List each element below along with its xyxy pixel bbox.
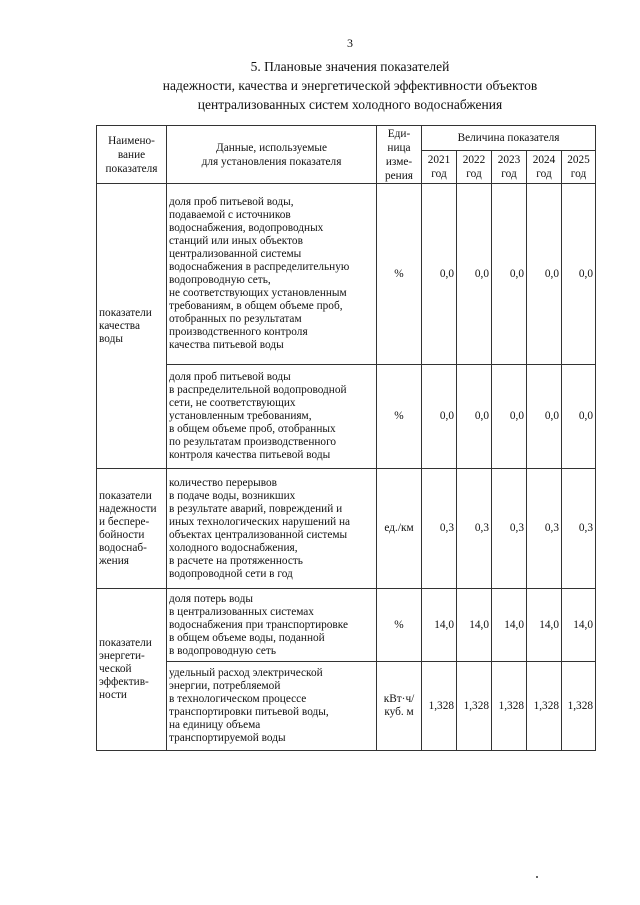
row-value-2025: 1,328 <box>562 662 596 751</box>
page-number: 3 <box>347 36 353 50</box>
row-unit: % <box>377 589 422 662</box>
row-value-2022: 0,0 <box>457 184 492 365</box>
row-value-2024: 0,0 <box>527 184 562 365</box>
header-row-1 <box>97 126 596 151</box>
row-value-2024: 14,0 <box>527 589 562 662</box>
group-name-quality: показатели качества воды <box>97 184 167 469</box>
row-unit: кВт·ч/ куб. м <box>377 662 422 751</box>
row-value-2021: 0,0 <box>422 365 457 469</box>
row-value-2022: 0,0 <box>457 365 492 469</box>
group-name-reliability: показатели надежности и беспере- бойности водоснаб- жения <box>97 469 167 589</box>
table-row <box>97 469 596 589</box>
title-line-2: надежности, качества и энергетической эффективности объектов <box>162 78 538 93</box>
header-name: Наимено- вание показателя <box>97 126 167 184</box>
table-row <box>97 184 596 365</box>
row-value-2023: 14,0 <box>492 589 527 662</box>
row-data: количество перерывов в подаче воды, возникших в результате аварий, повреждений и иных технологических нарушений на объектах централизованной системы холодного водоснабжения, в расчете на протяженность водопроводной сети в год <box>167 469 377 589</box>
row-value-2021: 14,0 <box>422 589 457 662</box>
row-value-2021: 1,328 <box>422 662 457 751</box>
header-year-2021: 2021 год <box>422 151 457 184</box>
row-value-2025: 0,3 <box>562 469 596 589</box>
scan-dot <box>536 876 538 878</box>
row-data: доля проб питьевой воды, подаваемой с источников водоснабжения, водопроводных станций или иных объектов централизованной системы водоснабжения в распределительную водопроводную сеть, не соответствующих установленным требованиям, в общем объеме проб, отобранных по результатам производственного контроля качества питьевой воды <box>167 184 377 365</box>
row-value-2025: 0,0 <box>562 184 596 365</box>
row-value-2024: 0,0 <box>527 365 562 469</box>
row-unit: % <box>377 184 422 365</box>
row-value-2022: 14,0 <box>457 589 492 662</box>
row-data: доля потерь воды в централизованных системах водоснабжения при транспортировке в общем объеме воды, поданной в водопроводную сеть <box>167 589 377 662</box>
row-unit: % <box>377 365 422 469</box>
header-unit: Еди- ница изме- рения <box>377 126 422 184</box>
title-line-3: централизованных систем холодного водоснабжения <box>197 97 503 112</box>
row-value-2023: 0,0 <box>492 184 527 365</box>
row-unit: ед./км <box>377 469 422 589</box>
row-value-2025: 0,0 <box>562 365 596 469</box>
header-year-2023: 2023 год <box>492 151 527 184</box>
indicators-table <box>96 125 596 751</box>
group-name-energy: показатели энергети- ческой эффектив- ности <box>97 589 167 751</box>
row-value-2023: 1,328 <box>492 662 527 751</box>
row-value-2021: 0,3 <box>422 469 457 589</box>
row-value-2022: 1,328 <box>457 662 492 751</box>
row-value-2024: 1,328 <box>527 662 562 751</box>
row-data: доля проб питьевой воды в распределительной водопроводной сети, не соответствующих установленным требованиям, в общем объеме проб, отобранных по результатам производственного контроля качества питьевой воды <box>167 365 377 469</box>
row-value-2024: 0,3 <box>527 469 562 589</box>
row-data: удельный расход электрической энергии, потребляемой в технологическом процессе транспортировки питьевой воды, на единицу объема транспортируемой воды <box>167 662 377 751</box>
row-value-2025: 14,0 <box>562 589 596 662</box>
header-value: Величина показателя <box>422 126 596 151</box>
row-value-2023: 0,3 <box>492 469 527 589</box>
row-value-2021: 0,0 <box>422 184 457 365</box>
document-title <box>100 57 600 114</box>
row-value-2023: 0,0 <box>492 365 527 469</box>
header-data: Данные, используемые для установления показателя <box>167 126 377 184</box>
table-row <box>97 662 596 751</box>
row-value-2022: 0,3 <box>457 469 492 589</box>
table-row <box>97 365 596 469</box>
title-line-1: 5. Плановые значения показателей <box>250 59 450 74</box>
table-row <box>97 589 596 662</box>
header-year-2024: 2024 год <box>527 151 562 184</box>
header-year-2025: 2025 год <box>562 151 596 184</box>
header-year-2022: 2022 год <box>457 151 492 184</box>
